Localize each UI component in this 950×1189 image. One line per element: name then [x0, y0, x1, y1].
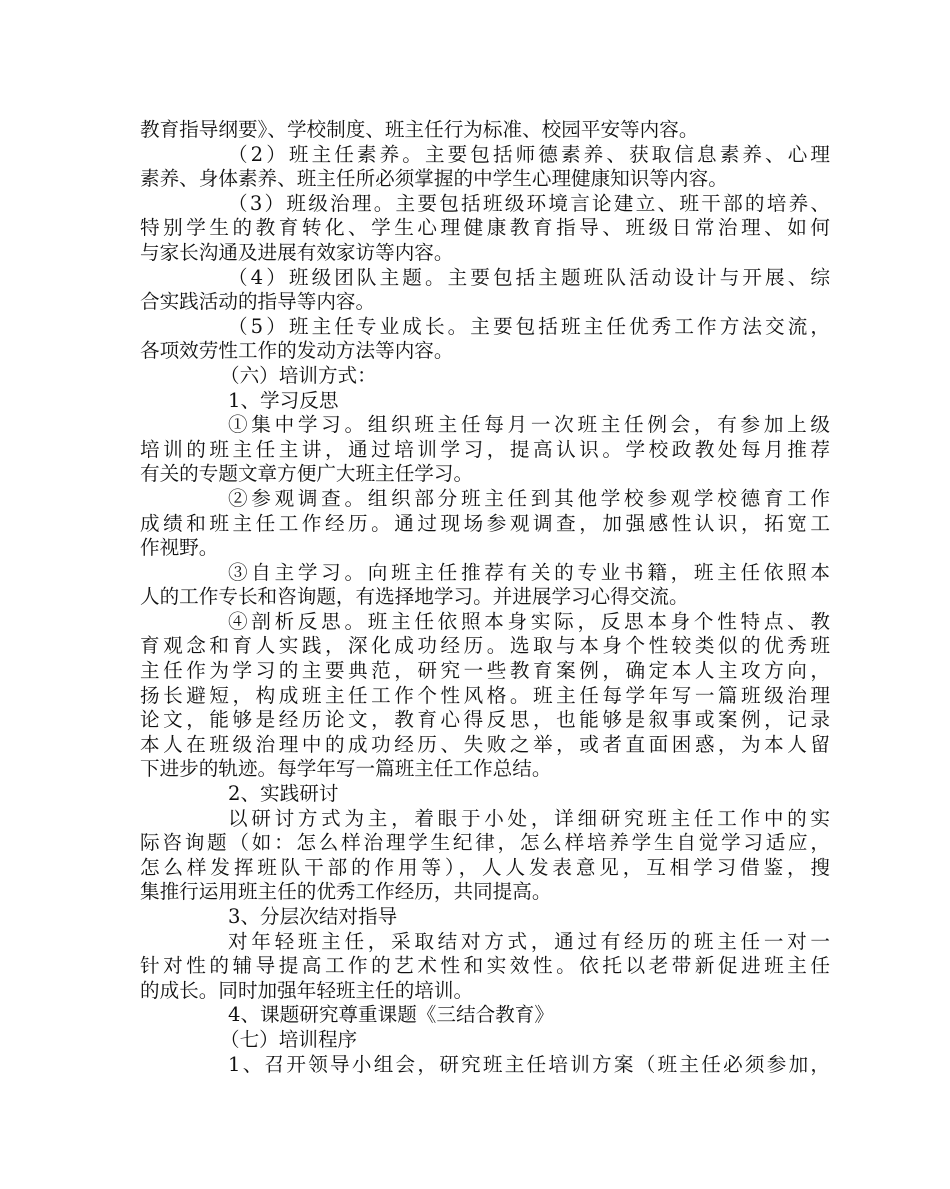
text-line: 教育指导纲要》、学校制度、班主任行为标准、校园平安等内容。 [140, 118, 699, 141]
text-line: （3）班级治理。主要包括班级环境言论建立、班干部的培养、 [228, 191, 830, 215]
text-line: 培训的班主任主讲，通过培训学习，提高认识。学校政教处每月推荐 [140, 437, 830, 461]
text-line: 际咨询题（如：怎么样治理学生纪律，怎么样培养学生自觉学习适应， [140, 831, 830, 855]
subsection-heading: 2、实践研讨 [228, 782, 339, 806]
section-heading: （七）培训程序 [220, 1027, 358, 1051]
text-line: 1、召开领导小组会，研究班主任培训方案（班主任必须参加， [228, 1052, 830, 1076]
text-line: 的成长。同时加强年轻班主任的培训。 [140, 978, 474, 1002]
text-line: 以研讨方式为主，着眼于小处，详细研究班主任工作中的实 [228, 806, 830, 830]
text-line: 与家长沟通及进展有效家访等内容。 [140, 240, 454, 264]
subsection-heading: 1、学习反思 [228, 388, 339, 412]
text-line: 作视野。 [140, 536, 219, 560]
document-body [140, 118, 830, 1077]
text-line: ①集中学习。组织班主任每月一次班主任例会，有参加上级 [228, 413, 830, 437]
text-line: 扬长避短，构成班主任工作个性风格。班主任每学年写一篇班级治理 [140, 683, 830, 707]
text-line: 各项效劳性工作的发动方法等内容。 [140, 339, 454, 363]
text-line: 下进步的轨迹。每学年写一篇班主任工作总结。 [140, 757, 552, 781]
text-line: 成绩和班主任工作经历。通过现场参观调查，加强感性认识，拓宽工 [140, 511, 830, 535]
text-line: 对年轻班主任，采取结对方式，通过有经历的班主任一对一 [228, 929, 830, 953]
text-line: ②参观调查。组织部分班主任到其他学校参观学校德育工作 [228, 486, 830, 510]
text-line: 素养、身体素养、班主任所必须掌握的中学生心理健康知识等内容。 [140, 167, 728, 191]
text-line: 合实践活动的指导等内容。 [140, 290, 376, 314]
subsection-heading: 3、分层次结对指导 [228, 905, 398, 928]
text-line: 育观念和育人实践，深化成功经历。选取与本身个性较类似的优秀班 [140, 634, 830, 658]
text-line: ④剖析反思。班主任依照本身实际，反思本身个性特点、教 [228, 609, 830, 633]
text-line: 特别学生的教育转化、学生心理健康教育指导、班级日常治理、如何 [140, 216, 830, 240]
text-line: （5）班主任专业成长。主要包括班主任优秀工作方法交流， [228, 314, 830, 338]
text-line: （4）班级团队主题。主要包括主题班队活动设计与开展、综 [228, 265, 830, 289]
text-line: ③自主学习。向班主任推荐有关的专业书籍，班主任依照本 [228, 560, 830, 584]
text-line: 有关的专题文章方便广大班主任学习。 [140, 462, 474, 486]
text-line: 人的工作专长和咨询题，有选择地学习。并进展学习心得交流。 [140, 585, 689, 609]
text-line: （2）班主任素养。主要包括师德素养、获取信息素养、心理 [228, 142, 830, 166]
text-line: 主任作为学习的主要典范，研究一些教育案例，确定本人主攻方向， [140, 659, 830, 683]
subsection-heading: 4、课题研究尊重课题《三结合教育》 [228, 1003, 554, 1027]
section-heading: （六）培训方式： [220, 363, 377, 387]
text-line: 怎么样发挥班队干部的作用等），人人发表意见，互相学习借鉴，搜 [140, 855, 830, 879]
text-line: 集推行运用班主任的优秀工作经历，共同提高。 [140, 880, 552, 904]
text-line: 针对性的辅导提高工作的艺术性和实效性。依托以老带新促进班主任 [140, 954, 830, 978]
text-line: 本人在班级治理中的成功经历、失败之举，或者直面困惑，为本人留 [140, 732, 830, 756]
text-line: 论文，能够是经历论文，教育心得反思，也能够是叙事或案例，记录 [140, 708, 830, 732]
